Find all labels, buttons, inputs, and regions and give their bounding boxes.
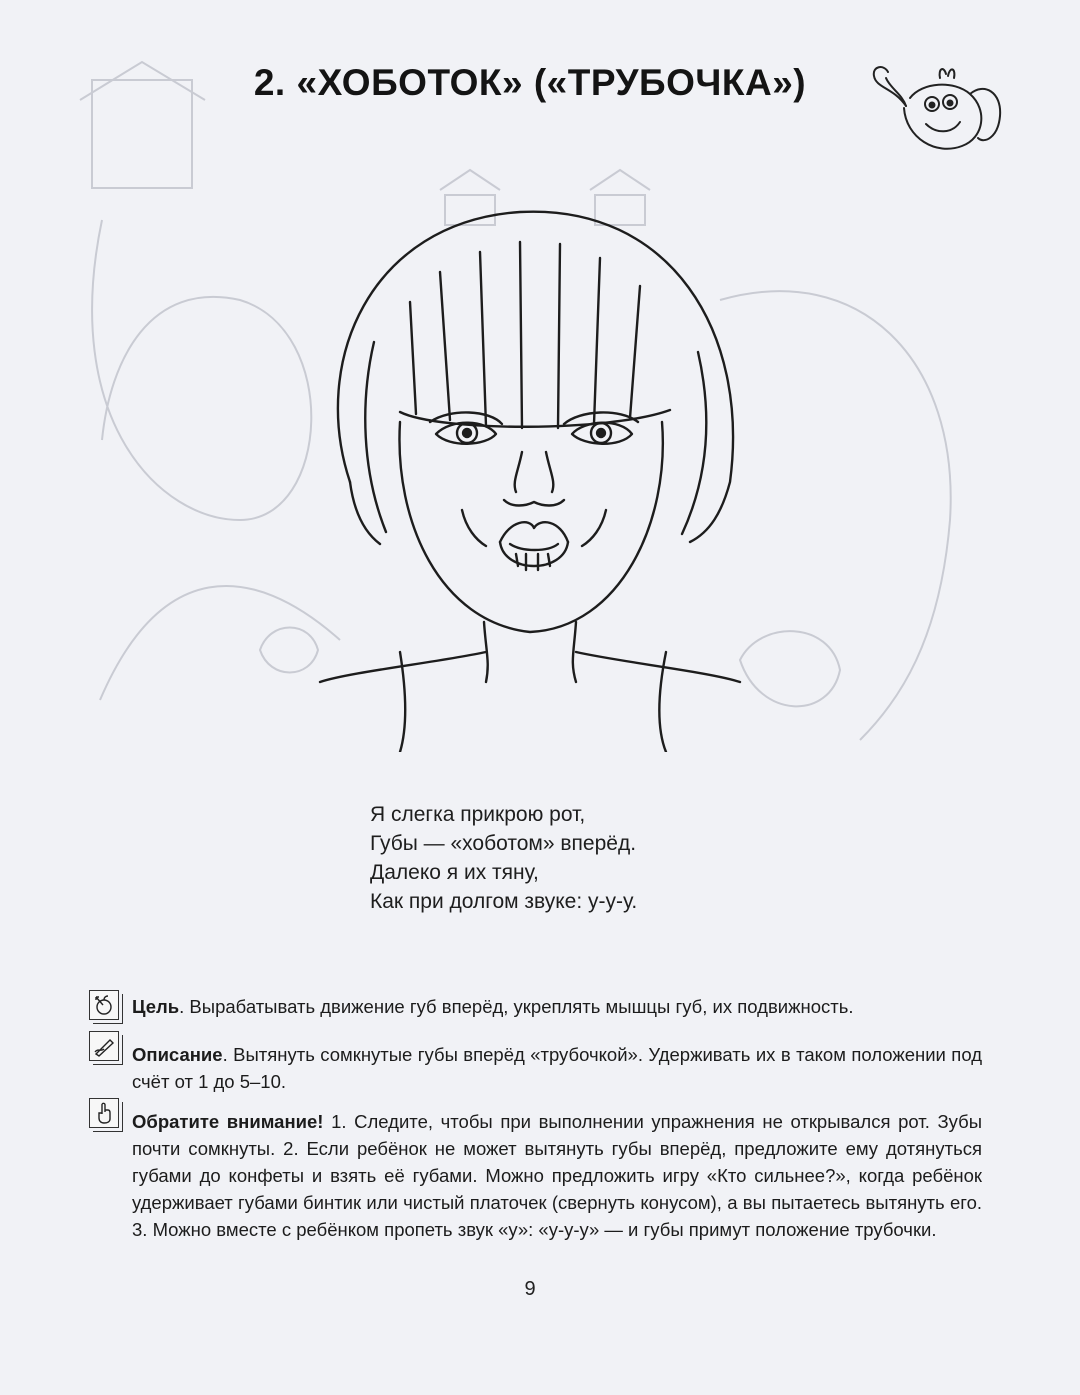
target-apple-icon [89, 990, 119, 1020]
section-description-text: . Вытянуть сомкнутые губы вперёд «трубочкой». Удерживать их в таком положении под счёт от 1 до 5–10. [132, 1044, 982, 1092]
poem [370, 800, 790, 916]
elephant-mascot-icon [866, 58, 1006, 168]
section-attention-text: 1. Следите, чтобы при выполнении упражнения не открывался рот. Зубы почти сомкнуты. 2. Если ребёнок не может вытянуть губы вперёд, предложите ему дотянуться губами до конфеты и взять её губами. Можно предложить игру «Кто сильнее?», когда ребёнок удерживает губами бинтик или чистый платочек (свернуть конусом), а вы пытаетесь вытянуть его. 3. Можно вместе с ребёнком пропеть звук «у»: «у-у-у» — и губы примут положение трубочки. [132, 1111, 982, 1240]
section-description-label: Описание [132, 1044, 223, 1065]
poem-line: Как при долгом звуке: у-у-у. [370, 890, 638, 913]
section-description [132, 1041, 982, 1095]
section-goal [132, 993, 982, 1020]
section-goal-label: Цель [132, 996, 180, 1017]
section-attention-label: Обратите внимание! [132, 1111, 324, 1132]
section-goal-text: . Вырабатывать движение губ вперёд, укреплять мышцы губ, их подвижность. [179, 996, 854, 1017]
poem-line: Я слегка прикрою рот, [370, 803, 586, 826]
child-portrait-illustration [290, 182, 770, 752]
page-number: 9 [524, 1278, 536, 1300]
section-attention [132, 1108, 982, 1243]
exercise-title: 2. «ХОБОТОК» («ТРУБОЧКА») [253, 62, 807, 103]
pointing-finger-icon [89, 1098, 119, 1128]
pencil-writing-icon [89, 1031, 119, 1061]
poem-line: Губы — «хоботом» вперёд. [370, 832, 637, 855]
poem-line: Далеко я их тяну, [370, 861, 539, 884]
